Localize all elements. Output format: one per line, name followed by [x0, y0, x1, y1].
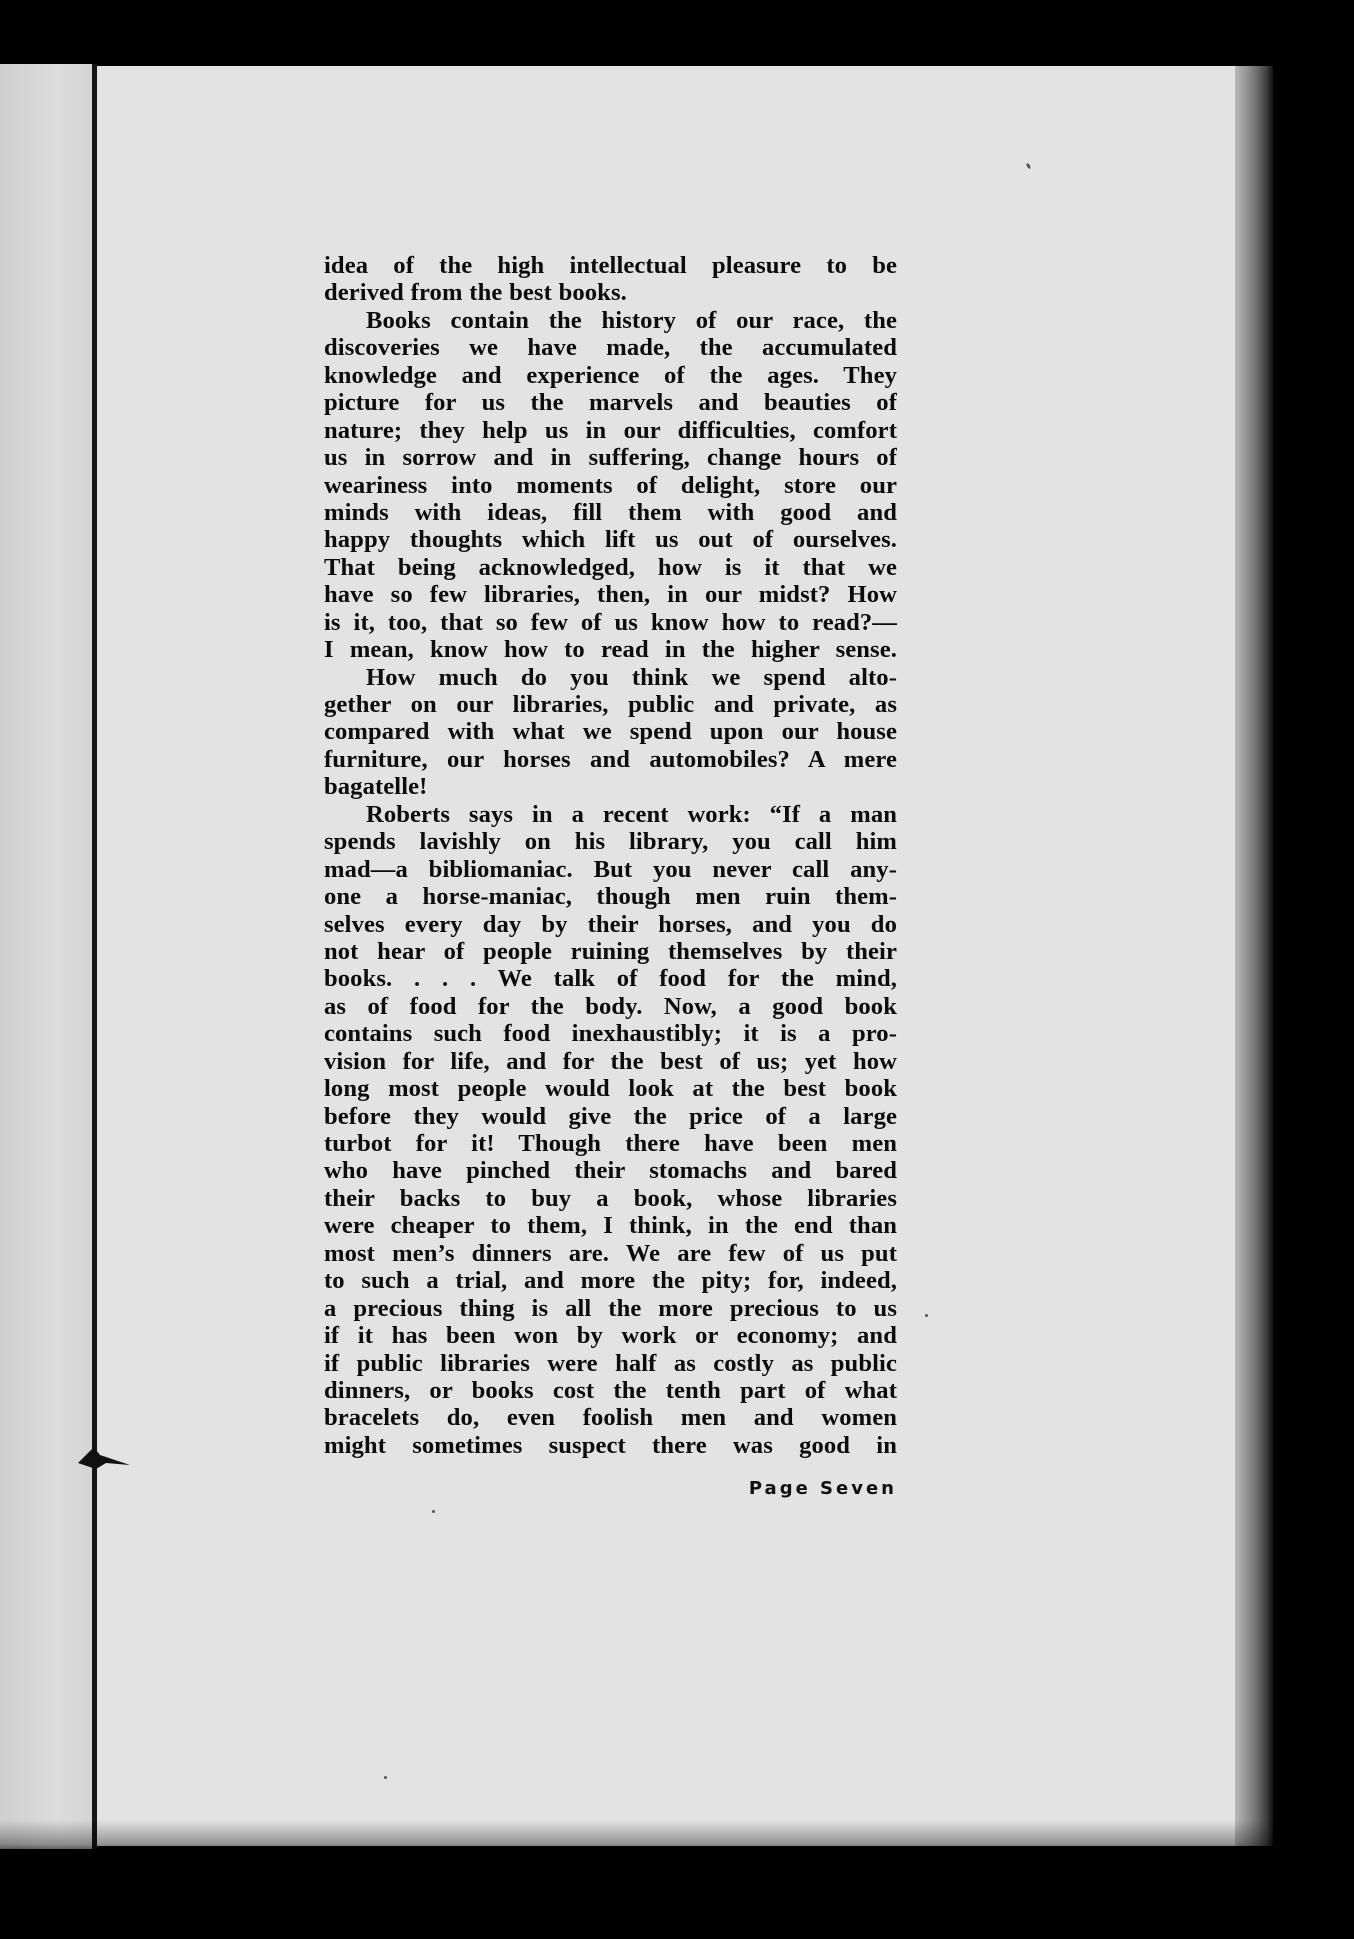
text-line: books. . . . We talk of food for the mind,: [324, 965, 897, 993]
text-line: if it has been won by work or economy; and: [324, 1322, 897, 1350]
text-line: bracelets do, even foolish men and women: [324, 1404, 897, 1432]
text-line: That being acknowledged, how is it that we: [324, 553, 897, 581]
scan-speck: [432, 1510, 435, 1513]
text-line: contains such food inexhaustibly; it is a pro-: [324, 1020, 897, 1048]
text-line: happy thoughts which lift us out of ourselves.: [324, 526, 897, 554]
text-line: minds with ideas, fill them with good and: [324, 498, 897, 526]
text-line: spends lavishly on his library, you call him: [324, 828, 897, 856]
left-page-margin: [0, 64, 96, 1849]
text-line: us in sorrow and in suffering, change hours of: [324, 444, 897, 472]
text-line: as of food for the body. Now, a good book: [324, 992, 897, 1020]
text-line: turbot for it! Though there have been men: [324, 1130, 897, 1157]
text-line: mad—a bibliomaniac. But you never call any-: [324, 855, 897, 883]
text-line: nature; they help us in our difficulties, comfort: [324, 416, 897, 444]
text-line: knowledge and experience of the ages. They: [324, 361, 897, 389]
text-line: a precious thing is all the more precious to us: [324, 1294, 897, 1322]
text-line: weariness into moments of delight, store our: [324, 471, 897, 499]
text-line: long most people would look at the best book: [324, 1075, 897, 1103]
text-line: discoveries we have made, the accumulated: [324, 334, 897, 362]
text-line: compared with what we spend upon our house: [324, 718, 897, 746]
text-line: dinners, or books cost the tenth part of what: [324, 1376, 897, 1404]
arrow-marker-icon: [76, 1443, 132, 1471]
text-line: vision for life, and for the best of us; yet how: [324, 1047, 897, 1075]
text-line: selves every day by their horses, and you do: [324, 910, 897, 938]
text-line: picture for us the marvels and beauties of: [324, 389, 897, 417]
text-line: not hear of people ruining themselves by their: [324, 937, 897, 965]
text-line: have so few libraries, then, in our midst? How: [324, 581, 897, 609]
text-line: derived from the best books.: [324, 279, 627, 307]
bottom-shadow: [0, 1820, 1273, 1860]
text-line: one a horse-maniac, though men ruin them-: [324, 883, 897, 911]
body-text: [324, 252, 897, 1459]
text-line: before they would give the price of a large: [324, 1102, 897, 1130]
text-line: most men’s dinners are. We are few of us put: [324, 1239, 897, 1267]
text-line: might sometimes suspect there was good in: [324, 1431, 897, 1459]
scan-speck: [925, 1314, 928, 1317]
text-line: bagatelle!: [324, 773, 428, 801]
text-line: idea of the high intellectual pleasure to be: [324, 252, 897, 279]
text-line: How much do you think we spend alto-: [366, 663, 897, 691]
scan-speck: [384, 1776, 387, 1779]
text-line: if public libraries were half as costly as public: [324, 1349, 897, 1377]
text-line: were cheaper to them, I think, in the end than: [324, 1212, 897, 1240]
text-line: Roberts says in a recent work: “If a man: [366, 800, 897, 828]
text-line: is it, too, that so few of us know how to read?—: [324, 608, 897, 636]
page-number: Page Seven: [748, 1478, 897, 1499]
text-line: furniture, our horses and automobiles? A mere: [324, 745, 897, 773]
text-line: who have pinched their stomachs and bared: [324, 1157, 897, 1185]
text-line: gether on our libraries, public and private, as: [324, 691, 897, 718]
text-line: to such a trial, and more the pity; for, indeed,: [324, 1267, 897, 1295]
text-line: their backs to buy a book, whose libraries: [324, 1184, 897, 1212]
text-line: Books contain the history of our race, the: [366, 306, 897, 334]
page-edge-shadow: [1235, 66, 1273, 1846]
text-line: I mean, know how to read in the higher sense.: [324, 636, 897, 664]
